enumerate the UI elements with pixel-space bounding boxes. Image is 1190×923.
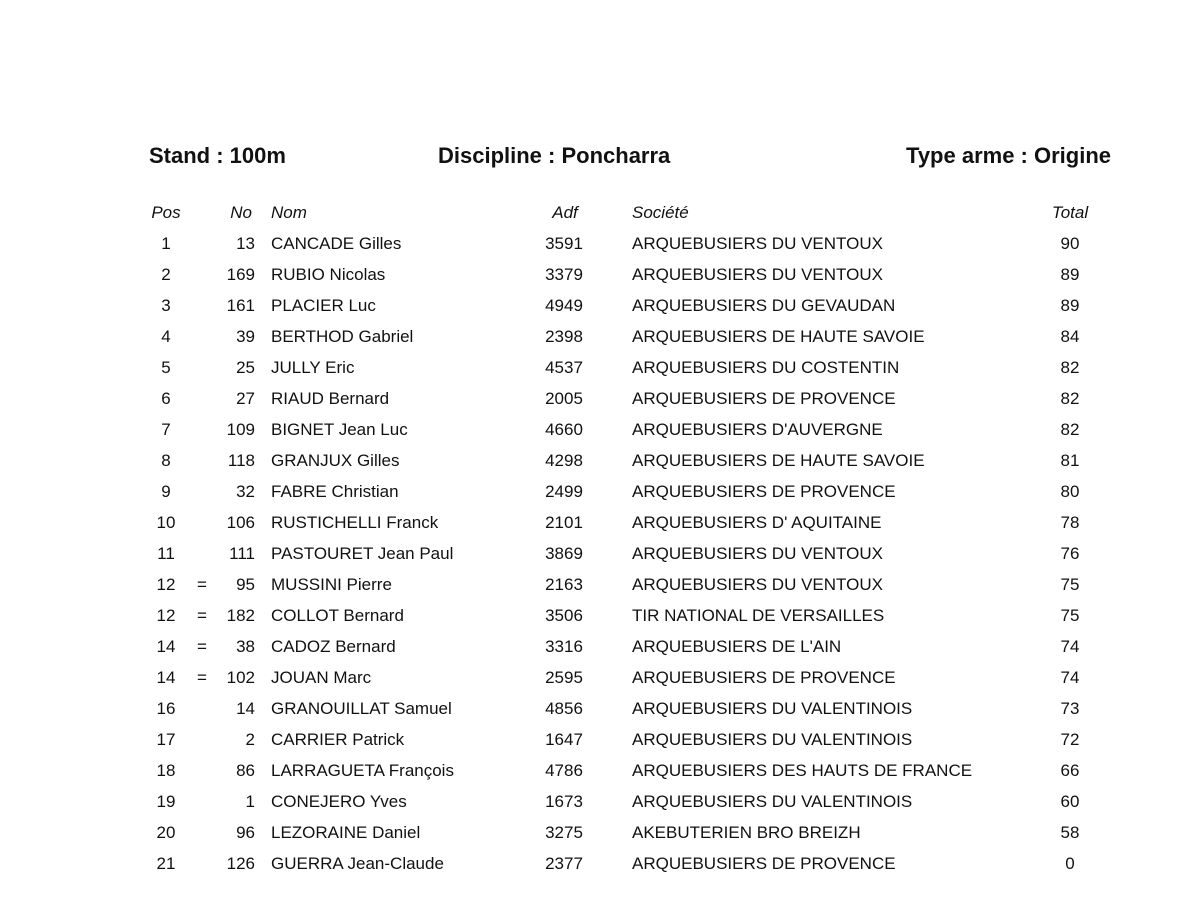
cell-adf: 2005 [545,389,583,408]
cell-pos: 9 [161,482,171,501]
cell-adf: 1647 [545,730,583,749]
cell-societe: ARQUEBUSIERS DU VENTOUX [632,544,883,563]
cell-nom: GRANJUX Gilles [271,451,400,470]
cell-societe: ARQUEBUSIERS DU COSTENTIN [632,358,900,377]
column-header-societe: Société [632,203,689,222]
cell-adf: 2163 [545,575,583,594]
cell-no: 126 [226,854,255,873]
cell-total: 90 [1060,234,1080,253]
cell-total: 72 [1060,730,1080,749]
cell-adf: 3506 [545,606,583,625]
cell-total: 58 [1060,823,1080,842]
cell-nom: CONEJERO Yves [271,792,407,811]
column-header-pos: Pos [151,203,181,222]
weapon-type-heading: Type arme : Origine [906,143,1111,168]
cell-total: 75 [1060,606,1080,625]
cell-nom: MUSSINI Pierre [271,575,392,594]
cell-nom: PASTOURET Jean Paul [271,544,454,563]
cell-adf: 2377 [545,854,583,873]
cell-adf: 3869 [545,544,583,563]
column-header-nom: Nom [271,203,307,222]
cell-nom: RUSTICHELLI Franck [271,513,439,532]
cell-adf: 3316 [545,637,583,656]
cell-no: 32 [236,482,255,501]
cell-total: 89 [1060,265,1080,284]
stand-heading: Stand : 100m [149,143,286,168]
cell-societe: ARQUEBUSIERS DU VENTOUX [632,234,883,253]
cell-total: 82 [1060,358,1080,377]
cell-nom: JOUAN Marc [271,668,372,687]
cell-nom: JULLY Eric [271,358,355,377]
cell-pos: 6 [161,389,171,408]
cell-pos: 10 [156,513,176,532]
cell-total: 60 [1060,792,1080,811]
cell-total: 82 [1060,389,1080,408]
cell-adf: 3591 [545,234,583,253]
cell-societe: ARQUEBUSIERS DE PROVENCE [632,854,896,873]
column-header-adf: Adf [552,203,578,222]
cell-nom: RIAUD Bernard [271,389,390,408]
cell-societe: TIR NATIONAL DE VERSAILLES [632,606,885,625]
cell-pos: 1 [161,234,171,253]
cell-pos: 12 [156,606,176,625]
cell-societe: ARQUEBUSIERS DU VENTOUX [632,265,883,284]
cell-nom: BERTHOD Gabriel [271,327,414,346]
cell-pos: 17 [156,730,176,749]
cell-no: 96 [236,823,255,842]
cell-nom: FABRE Christian [271,482,399,501]
cell-total: 89 [1060,296,1080,315]
cell-societe: ARQUEBUSIERS D' AQUITAINE [632,513,882,532]
cell-total: 75 [1060,575,1080,594]
cell-adf: 4537 [545,358,583,377]
cell-no: 111 [229,544,255,563]
cell-pos: 19 [156,792,176,811]
cell-pos: 16 [156,699,176,718]
cell-adf: 2101 [545,513,583,532]
cell-total: 84 [1060,327,1080,346]
cell-no: 182 [226,606,255,625]
cell-adf: 4856 [545,699,583,718]
cell-no: 102 [226,668,255,687]
cell-nom: CANCADE Gilles [271,234,402,253]
cell-nom: GRANOUILLAT Samuel [271,699,452,718]
cell-tie-marker: = [197,606,207,625]
cell-total: 76 [1060,544,1080,563]
cell-tie-marker: = [197,668,207,687]
cell-adf: 2595 [545,668,583,687]
cell-no: 14 [236,699,255,718]
cell-pos: 14 [156,668,176,687]
cell-nom: COLLOT Bernard [271,606,404,625]
cell-societe: ARQUEBUSIERS DE PROVENCE [632,389,896,408]
cell-pos: 2 [161,265,171,284]
column-header-no: No [230,203,252,222]
cell-societe: ARQUEBUSIERS DE HAUTE SAVOIE [632,327,925,346]
cell-pos: 20 [156,823,176,842]
cell-nom: BIGNET Jean Luc [271,420,408,439]
cell-no: 13 [236,234,255,253]
cell-societe: ARQUEBUSIERS DU VALENTINOIS [632,792,913,811]
cell-total: 66 [1060,761,1080,780]
cell-no: 86 [236,761,255,780]
column-header-total: Total [1051,203,1089,222]
cell-societe: ARQUEBUSIERS DU VALENTINOIS [632,730,913,749]
cell-societe: ARQUEBUSIERS DE HAUTE SAVOIE [632,451,925,470]
cell-adf: 4298 [545,451,583,470]
cell-adf: 4660 [545,420,583,439]
cell-nom: CARRIER Patrick [271,730,405,749]
cell-no: 27 [236,389,255,408]
cell-societe: ARQUEBUSIERS DE PROVENCE [632,482,896,501]
cell-total: 74 [1060,637,1080,656]
cell-adf: 2499 [545,482,583,501]
cell-pos: 11 [157,544,175,563]
cell-pos: 14 [156,637,176,656]
cell-societe: ARQUEBUSIERS D'AUVERGNE [632,420,883,439]
cell-total: 74 [1060,668,1080,687]
cell-no: 38 [236,637,255,656]
cell-societe: ARQUEBUSIERS DU VALENTINOIS [632,699,913,718]
cell-no: 95 [236,575,255,594]
cell-nom: GUERRA Jean-Claude [271,854,444,873]
cell-adf: 2398 [545,327,583,346]
cell-pos: 18 [156,761,176,780]
cell-no: 25 [236,358,255,377]
discipline-heading: Discipline : Poncharra [438,143,671,168]
cell-tie-marker: = [197,637,207,656]
cell-no: 169 [226,265,255,284]
cell-pos: 21 [156,854,176,873]
cell-tie-marker: = [197,575,207,594]
cell-societe: ARQUEBUSIERS DU VENTOUX [632,575,883,594]
cell-pos: 7 [161,420,171,439]
cell-no: 2 [245,730,255,749]
cell-no: 1 [245,792,255,811]
cell-societe: ARQUEBUSIERS DE L'AIN [632,637,842,656]
cell-nom: LARRAGUETA François [271,761,454,780]
cell-total: 78 [1060,513,1080,532]
cell-total: 81 [1060,451,1080,470]
cell-no: 39 [236,327,255,346]
cell-societe: ARQUEBUSIERS DES HAUTS DE FRANCE [632,761,973,780]
cell-adf: 1673 [545,792,583,811]
cell-total: 73 [1060,699,1080,718]
cell-no: 161 [226,296,255,315]
cell-no: 109 [226,420,255,439]
cell-adf: 3379 [545,265,583,284]
cell-pos: 5 [161,358,171,377]
cell-total: 0 [1065,854,1075,873]
cell-pos: 3 [161,296,171,315]
cell-adf: 3275 [545,823,583,842]
cell-no: 106 [226,513,255,532]
cell-adf: 4786 [545,761,583,780]
cell-nom: RUBIO Nicolas [271,265,386,284]
cell-nom: PLACIER Luc [271,296,376,315]
cell-no: 118 [227,451,255,470]
cell-total: 82 [1060,420,1080,439]
cell-adf: 4949 [545,296,583,315]
cell-pos: 12 [156,575,176,594]
cell-total: 80 [1060,482,1080,501]
cell-pos: 8 [161,451,171,470]
cell-pos: 4 [161,327,171,346]
cell-nom: CADOZ Bernard [271,637,396,656]
cell-societe: ARQUEBUSIERS DE PROVENCE [632,668,896,687]
cell-nom: LEZORAINE Daniel [271,823,421,842]
cell-societe: AKEBUTERIEN BRO BREIZH [632,823,861,842]
cell-societe: ARQUEBUSIERS DU GEVAUDAN [632,296,896,315]
